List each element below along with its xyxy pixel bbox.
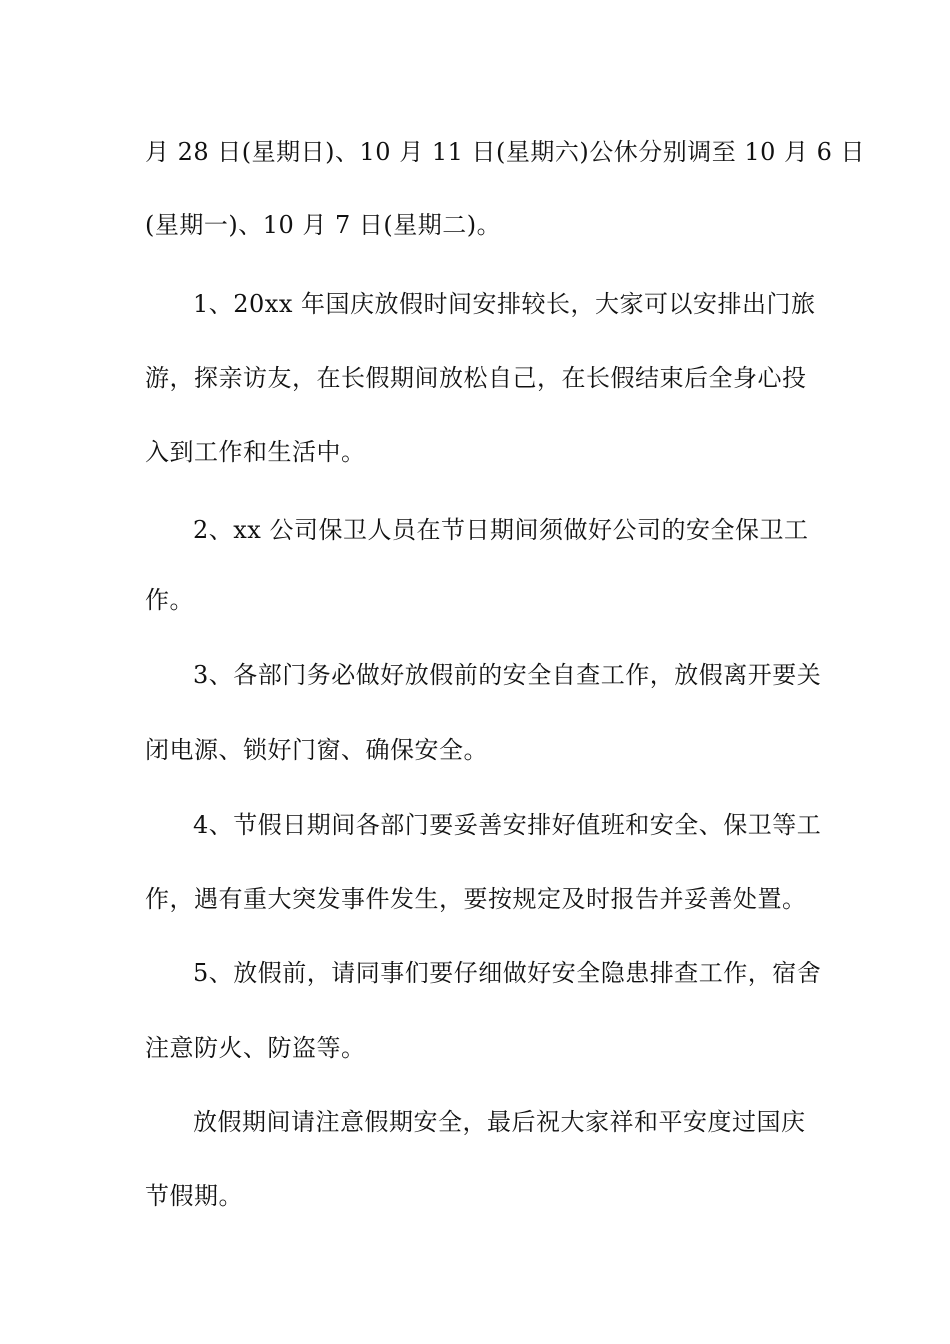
item-2-line-1: 2、xx 公司保卫人员在节日期间须做好公司的安全保卫工 <box>193 516 809 544</box>
closing-line-2: 节假期。 <box>145 1182 243 1210</box>
item-3-line-1: 3、各部门务必做好放假前的安全自查工作，放假离开要关 <box>193 661 822 689</box>
item-1-line-1: 1、20xx 年国庆放假时间安排较长，大家可以安排出门旅 <box>193 290 816 318</box>
text-line-1: 月 28 日(星期日)、10 月 11 日(星期六)公休分别调至 10 月 6 日 <box>145 138 866 166</box>
closing-line-1: 放假期间请注意假期安全，最后祝大家祥和平安度过国庆 <box>193 1108 806 1136</box>
item-4-line-2: 作，遇有重大突发事件发生，要按规定及时报告并妥善处置。 <box>145 885 807 913</box>
item-5-line-2: 注意防火、防盗等。 <box>145 1034 366 1062</box>
text-line-2: (星期一)、10 月 7 日(星期二)。 <box>145 211 502 239</box>
item-3-line-2: 闭电源、锁好门窗、确保安全。 <box>145 736 488 764</box>
item-5-line-1: 5、放假前，请同事们要仔细做好安全隐患排查工作，宿舍 <box>193 959 822 987</box>
item-1-line-3: 入到工作和生活中。 <box>145 438 366 466</box>
item-1-line-2: 游，探亲访友，在长假期间放松自己，在长假结束后全身心投 <box>145 364 807 392</box>
item-4-line-1: 4、节假日期间各部门要妥善安排好值班和安全、保卫等工 <box>193 811 822 839</box>
item-2-line-2: 作。 <box>145 586 194 614</box>
